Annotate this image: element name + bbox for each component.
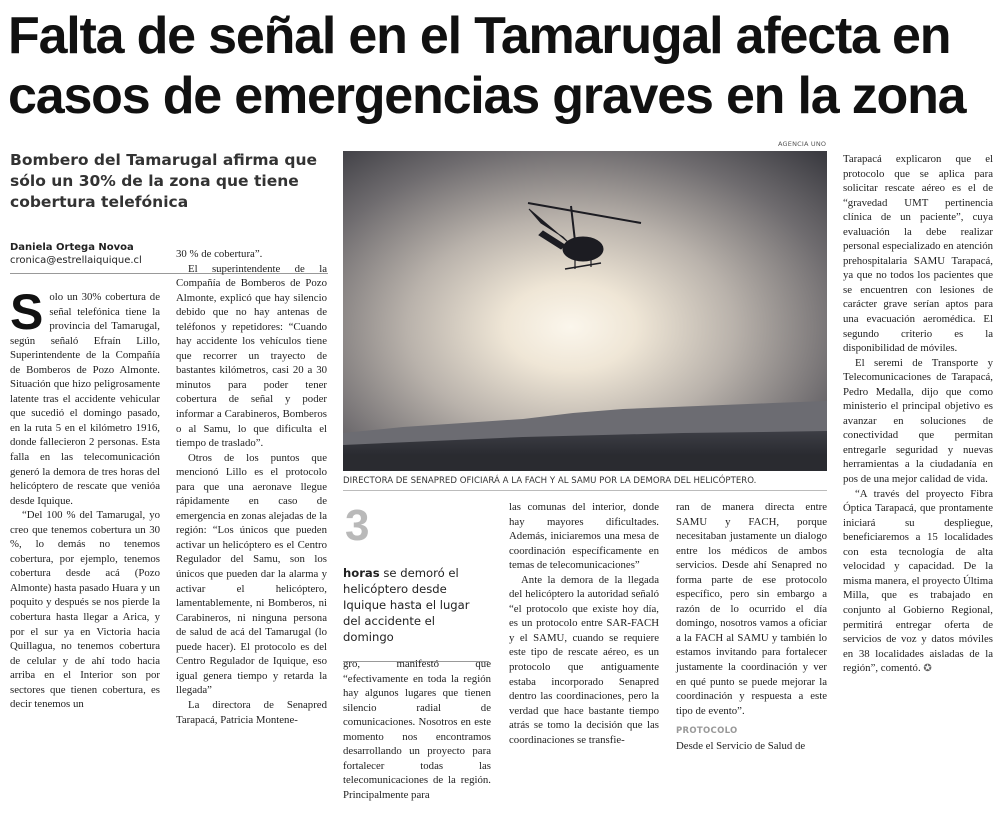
paragraph: Tarapacá explicaron que el protocolo que se aplica para solicitar rescate aéreo es el de “gravedad UMT pertinencia clínica de un paciente”, cuya evaluación la debe realizar personal especializado en atención prehospitalaria SAMU Tarapacá, ya que no todos los pacientes que se encuentren con lesiones de carácter grave serían aptos para una evacuación aeromédica. El segundo criterio es la disponibilidad de móviles. bbox=[843, 153, 993, 355]
helicopter-photo bbox=[343, 151, 827, 471]
paragraph: Ante la demora de la llegada del helicóptero la autoridad señaló “el protocolo que existe hoy día, es un protocolo entre SAR-FACH y el SAMU, cuando se requiere este tipo de rescate aéreo, es un protocolo que antiguamente estaba incorporado Senapred dentro las coordinaciones, pero la verdad que hace bastante tiempo atrás se tomo la decisión que las coordinaciones se transfie- bbox=[509, 573, 659, 746]
section-label: PROTOCOLO bbox=[676, 726, 738, 737]
paragraph: “Del 100 % del Tamarugal, yo creo que tenemos cobertura un 30 %, lo demás no tenemos cobertura, por ejemplo, tenemos cobertura desde acá (Pozo Almonte) hasta pasado Huara y un poquito y después se nos pierde la cobertura hasta llegar a Arica, y por el sur ya en Victoria hacia Quillagua, no tenemos cobertura de celular y de ahí todo hacia arriba en el Interior son por sectores que tienen cobertura, es decir tenemos un bbox=[10, 509, 160, 711]
drop-cap: S bbox=[10, 284, 44, 340]
article-column-4 bbox=[509, 500, 659, 747]
paragraph: El seremi de Transporte y Telecomunicaciones de Tarapacá, Pedro Medalla, dijo que como ministerio el principal objetivo es avanzar en soluciones de conectividad que permitan entregarle seguridad y nuevas herramientas a la ciudadanía en pos de una mejor calidad de vida. bbox=[843, 356, 993, 486]
headline: Falta de señal en el Tamarugal afecta en casos de emergencias graves en la zona bbox=[8, 7, 966, 125]
end-mark-icon: ✪ bbox=[923, 663, 932, 675]
paragraph: las comunas del interior, donde hay mayores dificultades. Además, iniciaremos una mesa de coordinación específicamente en temas de telecomunicaciones” bbox=[509, 501, 659, 572]
highlight-text bbox=[343, 565, 489, 662]
paragraph: La directora de Senapred Tarapacá, Patricia Montene- bbox=[176, 698, 327, 726]
photo-caption: DIRECTORA DE SENAPRED OFICIARÁ A LA FACH Y AL SAMU POR LA DEMORA DEL HELICÓPTERO. bbox=[343, 476, 827, 491]
photo-credit: AGENCIA UNO bbox=[778, 140, 827, 148]
article-column-5 bbox=[676, 500, 827, 753]
highlight-number: 3 bbox=[345, 501, 370, 550]
highlight-bold: horas bbox=[343, 566, 380, 580]
article-column-6 bbox=[843, 152, 993, 677]
helicopter-photo-image bbox=[343, 151, 827, 471]
paragraph: Otros de los puntos que mencionó Lillo es el protocolo para que una aeronave llegue rápidamente en caso de emergencia en zonas alejadas de la región: “Los únicos que pueden activar un helicóptero es el Centro Regulador del Samu, son los únicos que pueden dar la alarma y activar el helicóptero, lamentablemente, ni Bomberos, ni Carabineros, ni ninguna persona de salud de acá del Tamarugal (lo puede hacer). El protocolo es del Centro Regulador de Iquique, eso igual genera tiempo y retarda la llegada” bbox=[176, 451, 327, 697]
closing-text: “A través del proyecto Fibra Óptica Tarapacá, que prontamente iniciará su despliegue, beneficiaremos a 15 localidades con esta tecnología de alta velocidad y capacidad. De la misma manera, el proyecto Última Milla, que es trabajado en conjunto al Gobierno Regional, permitirá entregar oferta de servicios de voz y datos móviles en 38 localidades aisladas de la región”, comentó. bbox=[843, 487, 993, 675]
lead-paragraph bbox=[10, 284, 160, 508]
paragraph: El superintendente de la Compañía de Bomberos de Pozo Almonte, explicó que hay silencio debido que no hay antenas de teléfonos y repetidores: “Cuando hay accidente los vehículos tiene que recorrer un trayecto de bastantes kilómetros, casi 20 a 30 minutos para poder tener cobertura de señal y poder informar a Carabineros, Bomberos o al Samu, lo que dificulta el tiempo de traslado”. bbox=[176, 262, 327, 450]
article-column-3 bbox=[343, 657, 491, 802]
article-column-2 bbox=[176, 247, 327, 727]
lead-text: olo un 30% cobertura de señal telefónica tiene la provincia del Tamarugal, según señaló Efraín Lillo, Superintendente de la Compañía de Bomberos de Pozo Almonte. Situación que hizo peligrosamente latente tras el accidente vehicular que sucedió el domingo pasado, en la ruta 5 en el kilómetro 1916, donde fallecieron 2 personas. Esta falla en las telecomunicación generó la demora de tres horas del helicóptero de rescate que venióa desde Iquique. bbox=[10, 291, 160, 507]
article-column-1 bbox=[10, 284, 160, 712]
paragraph: ran de manera directa entre SAMU y FACH, porque necesitaban justamente un dialogo entre los médicos de ambos servicios. Desde ahí Senapred no forma parte de ese protocolo específico, pero sin embargo a razón de lo ocurrido el día domingo, nosotros vamos a oficiar a la FACH al SAMU y también lo estamos invitando para fortalecer justamente la coordinación y ver en qué punto se puede mejorar la coordinación y respuesta a este tipo de evento”. bbox=[676, 501, 827, 717]
paragraph: Desde el Servicio de Salud de bbox=[676, 739, 806, 752]
highlight-body: se demoró el helicóptero desde Iquique hasta el lugar del accidente el domingo bbox=[343, 566, 470, 644]
byline-email: cronica@estrellaiquique.cl bbox=[10, 255, 142, 266]
paragraph bbox=[843, 487, 993, 677]
subheadline: Bombero del Tamarugal afirma que sólo un 30% de la zona que tiene cobertura telefónica bbox=[10, 151, 318, 211]
paragraph: 30 % de cobertura”. bbox=[176, 248, 263, 260]
byline-author: Daniela Ortega Novoa bbox=[10, 242, 134, 253]
paragraph: gro, manifestó que “efectivamente en toda la región hay algunos lugares que tienen silencio radial de comunicaciones. Nosotros en este momento nos encontramos desarrollando un proyecto para fortalecer todas las telecomunicaciones de la región. Principalmente para bbox=[343, 658, 491, 801]
